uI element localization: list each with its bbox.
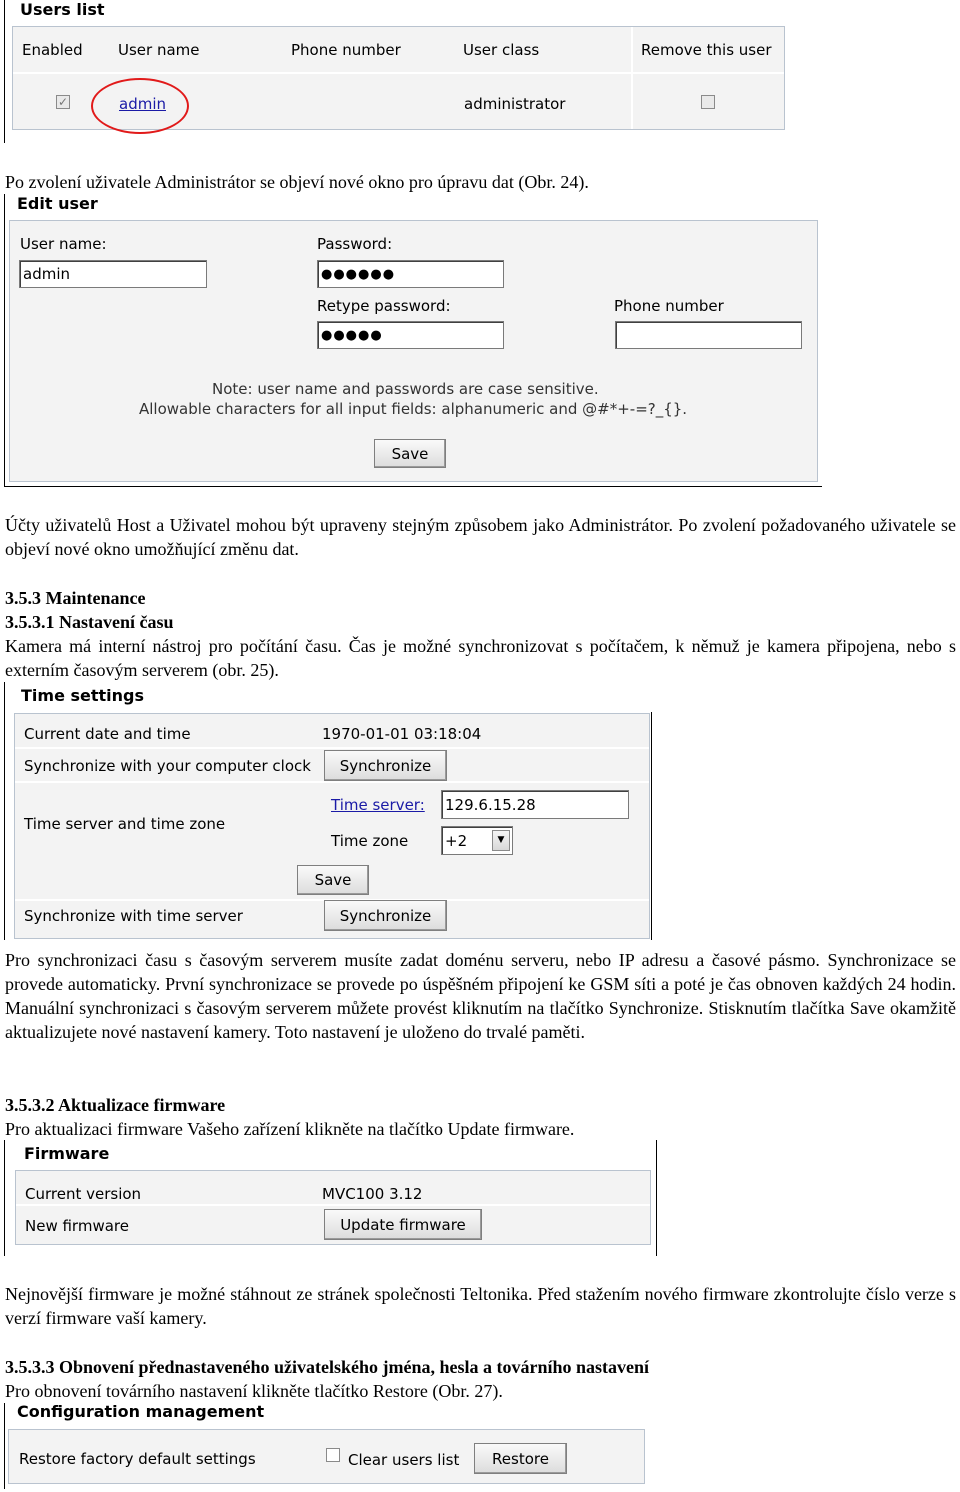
phone-number-label: Phone number xyxy=(614,297,724,315)
user-name-input[interactable]: admin xyxy=(19,260,207,288)
update-firmware-button[interactable]: Update firmware xyxy=(324,1209,482,1240)
paragraph-time-intro: Kamera má interní nástroj pro počítání času. Čas je možné synchronizovat s počítačem, k němuž je kamera připojena, nebo s externím časovým serverem (obr. 25). xyxy=(5,636,956,680)
time-zone-select[interactable] xyxy=(441,826,513,855)
users-list-header-separator xyxy=(13,72,784,74)
firmware-frame-left xyxy=(4,1140,5,1256)
time-server-link[interactable]: Time server: xyxy=(331,796,425,814)
time-zone-label: Time zone xyxy=(331,832,409,850)
firmware-frame-right xyxy=(656,1140,657,1256)
synchronize-server-button[interactable]: Synchronize xyxy=(324,900,447,931)
time-server-input[interactable]: 129.6.15.28 xyxy=(441,790,629,819)
password-input[interactable]: ●●●●●● xyxy=(317,260,504,288)
paragraph-restore-intro: Pro obnovení továrního nastavení klikněte tlačítko Restore (Obr. 27). xyxy=(5,1381,503,1401)
config-title: Configuration management xyxy=(17,1402,265,1421)
new-firmware-label: New firmware xyxy=(25,1217,129,1235)
admin-highlight-circle xyxy=(91,78,189,134)
edit-user-frame-bottom xyxy=(4,486,822,487)
enabled-checkbox[interactable]: ✓ xyxy=(57,95,69,109)
time-zone-value: +2 xyxy=(445,831,468,850)
paragraph-firmware-download: Nejnovější firmware je možné stáhnout ze stránek společnosti Teltonika. Před stažením nového firmware zkontrolujte číslo verze s verzí firmware vaší kamery. xyxy=(5,1284,956,1328)
synchronize-computer-button[interactable]: Synchronize xyxy=(324,750,447,781)
time-row-sep-2 xyxy=(15,781,649,783)
case-sensitive-note: Note: user name and passwords are case sensitive. xyxy=(212,380,599,398)
phone-number-input[interactable] xyxy=(615,321,802,349)
allowable-chars-note: Allowable characters for all input fields: alphanumeric and @#*+-=?_{}. xyxy=(139,400,688,418)
firmware-title: Firmware xyxy=(24,1144,110,1163)
users-list-header-enabled: Enabled xyxy=(22,41,83,59)
firmware-row-sep xyxy=(16,1204,650,1206)
admin-user-link[interactable]: admin xyxy=(119,95,166,113)
sync-computer-clock-label: Synchronize with your computer clock xyxy=(24,757,311,775)
current-version-value: MVC100 3.12 xyxy=(322,1185,423,1203)
time-settings-save-button[interactable]: Save xyxy=(297,865,369,895)
users-list-header-phone: Phone number xyxy=(291,41,401,59)
time-settings-frame-left xyxy=(4,682,5,940)
edit-user-name-label: User name: xyxy=(20,235,107,253)
config-frame-left xyxy=(4,1403,5,1489)
heading-time-settings: 3.5.3.1 Nastavení času xyxy=(5,612,174,632)
remove-user-checkbox[interactable] xyxy=(701,95,715,109)
clear-users-checkbox[interactable] xyxy=(326,1448,340,1462)
users-list-title: Users list xyxy=(20,0,105,19)
edit-user-frame-left xyxy=(4,194,5,487)
users-list-header-username: User name xyxy=(118,41,200,59)
current-date-time-label: Current date and time xyxy=(24,725,191,743)
heading-maintenance: 3.5.3 Maintenance xyxy=(5,588,146,608)
paragraph-edit-user-intro: Po zvolení uživatele Administrátor se objeví nové okno pro úpravu dat (Obr. 24). xyxy=(5,172,589,192)
time-settings-frame-right xyxy=(651,712,652,940)
restore-button[interactable]: Restore xyxy=(474,1443,567,1474)
password-label: Password: xyxy=(317,235,393,253)
users-list-frame-left xyxy=(4,0,5,143)
paragraph-firmware-intro: Pro aktualizaci firmware Vašeho zařízení klikněte na tlačítko Update firmware. xyxy=(5,1119,575,1139)
users-list-user-class: administrator xyxy=(464,95,566,113)
paragraph-other-accounts: Účty uživatelů Host a Uživatel mohou být upraveny stejným způsobem jako Administrátor. Po zvolení požadovaného uživatele se objeví nové okno umožňující změnu dat. xyxy=(5,515,956,559)
users-list-col-divider xyxy=(631,27,633,129)
retype-password-input[interactable]: ●●●●● xyxy=(317,321,504,349)
retype-password-label: Retype password: xyxy=(317,297,451,315)
users-list-header-class: User class xyxy=(463,41,540,59)
edit-user-save-button[interactable]: Save xyxy=(374,439,446,468)
chevron-down-icon[interactable]: ▼ xyxy=(492,830,510,851)
restore-factory-label: Restore factory default settings xyxy=(19,1450,256,1468)
sync-time-server-label: Synchronize with time server xyxy=(24,907,243,925)
time-settings-title: Time settings xyxy=(21,686,145,705)
clear-users-label: Clear users list xyxy=(348,1451,460,1469)
current-date-time-value: 1970-01-01 03:18:04 xyxy=(322,725,482,743)
current-version-label: Current version xyxy=(25,1185,142,1203)
time-server-zone-label: Time server and time zone xyxy=(24,815,226,833)
edit-user-title: Edit user xyxy=(17,194,98,213)
heading-firmware: 3.5.3.2 Aktualizace firmware xyxy=(5,1095,226,1115)
paragraph-time-sync-details: Pro synchronizaci času s časovým serverem musíte zadat doménu serveru, nebo IP adresu a časové pásmo. Synchronizace se provede automaticky. První synchronizace se provede po úspěšném připojení ke GSM síti a poté je čas obnoven každých 24 hodin. Manuální synchronizaci s časovým serverem můžete provést kliknutím na tlačítko Synchronize. Stisknutím tlačítka Save okamžitě aktualizujete nové nastavení kamery. Toto nastavení je uloženo do trvalé paměti. xyxy=(5,950,956,1042)
users-list-header-remove: Remove this user xyxy=(641,41,772,59)
time-row-sep-1 xyxy=(15,747,649,749)
heading-restore: 3.5.3.3 Obnovení přednastaveného uživatelského jména, hesla a továrního nastavení xyxy=(5,1357,650,1377)
